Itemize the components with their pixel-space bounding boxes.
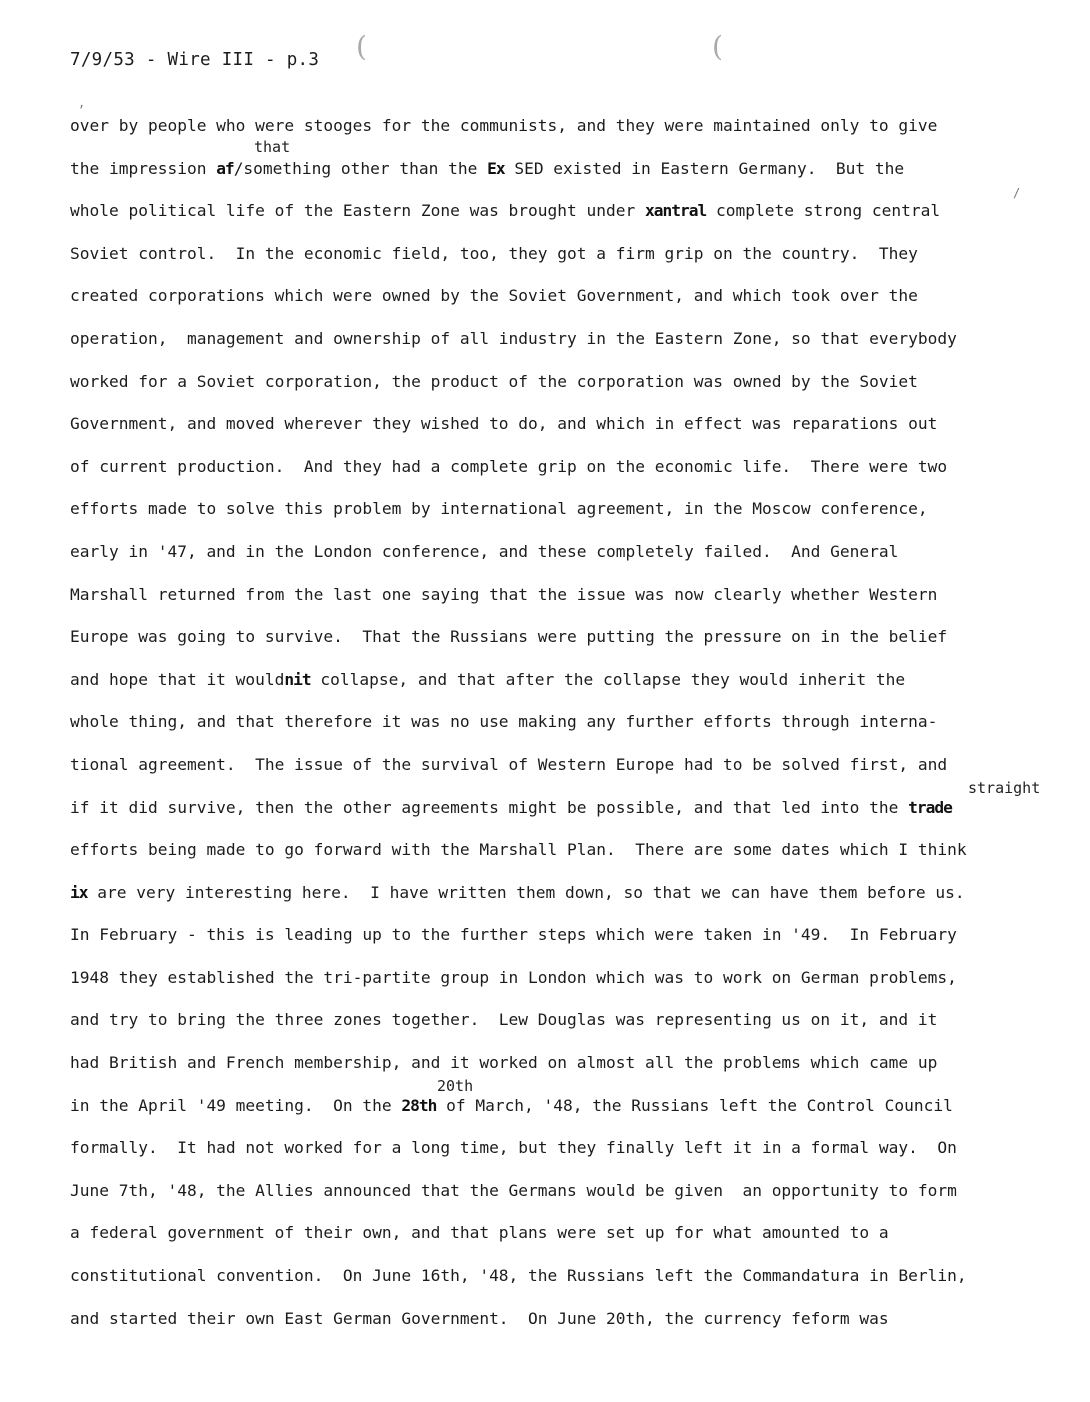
text-line (70, 582, 1060, 625)
struck-out-text: nit (284, 669, 311, 689)
text-line (70, 1220, 1060, 1263)
text-line (70, 198, 1060, 241)
text-segment: efforts being made to go forward with the Marshall Plan. There are some dates which I think (70, 840, 967, 860)
stray-mark: / (1013, 186, 1021, 200)
struck-out-text: trade (908, 797, 952, 817)
struck-out-text: 28th (401, 1095, 437, 1115)
text-segment: and hope that it would (70, 669, 285, 689)
text-segment: June 7th, '48, the Allies announced that the Germans would be given an opportunity to form (70, 1180, 957, 1200)
text-line (70, 709, 1060, 752)
text-line (70, 454, 1060, 497)
text-line (70, 752, 1060, 795)
punch-mark-right: ( (712, 30, 723, 63)
text-line (70, 795, 1060, 838)
text-segment: in the April '49 meeting. On the (70, 1095, 402, 1115)
text-segment: are very interesting here. I have written them down, so that we can have them before us. (87, 882, 965, 902)
text-line (70, 1263, 1060, 1306)
text-line (70, 624, 1060, 667)
text-line (70, 1178, 1060, 1221)
text-segment: efforts made to solve this problem by international agreement, in the Moscow conference, (70, 499, 928, 519)
text-line (70, 539, 1060, 582)
text-line (70, 241, 1060, 284)
text-segment: whole political life of the Eastern Zone was brought under (70, 201, 645, 221)
text-segment: Marshall returned from the last one saying that the issue was now clearly whether Western (70, 584, 938, 604)
text-segment: of current production. And they had a complete grip on the economic life. There were two (70, 456, 948, 476)
text-line (70, 156, 1060, 199)
text-line (70, 1007, 1060, 1050)
struck-out-text: af (216, 158, 234, 178)
text-segment: worked for a Soviet corporation, the product of the corporation was owned by the Soviet (70, 371, 918, 391)
text-line (70, 113, 1060, 156)
text-line (70, 283, 1060, 326)
text-segment: 1948 they established the tri-partite group in London which was to work on German problems, (70, 967, 957, 987)
interlineation-20th: 20th (437, 1077, 474, 1095)
text-segment: the impression (70, 158, 217, 178)
text-segment: In February - this is leading up to the further steps which were taken in '49. In February (70, 925, 957, 945)
text-line (70, 1093, 1060, 1136)
text-line (70, 411, 1060, 454)
text-line (70, 369, 1060, 412)
text-line (70, 965, 1060, 1008)
text-segment: Soviet control. In the economic field, too, they got a firm grip on the country. They (70, 243, 918, 263)
text-segment: Government, and moved wherever they wished to do, and which in effect was reparations out (70, 414, 938, 434)
text-segment: formally. It had not worked for a long time, but they finally left it in a formal way. On (70, 1138, 957, 1158)
struck-out-text: Ex (487, 158, 505, 178)
stray-mark: , (78, 96, 86, 110)
struck-out-text: xantral (645, 201, 707, 221)
text-segment: SED existed in Eastern Germany. But the (504, 158, 905, 178)
text-segment: operation, management and ownership of all industry in the Eastern Zone, so that everybody (70, 328, 957, 348)
text-segment: of March, '48, the Russians left the Control Council (436, 1095, 953, 1115)
text-line (70, 922, 1060, 965)
text-segment: and try to bring the three zones together. Lew Douglas was representing us on it, and it (70, 1010, 938, 1030)
text-segment: if it did survive, then the other agreements might be possible, and that led into the (70, 797, 909, 817)
text-segment: and started their own East German Government. On June 20th, the currency feform was (70, 1308, 889, 1328)
text-segment: /something other than the (233, 158, 488, 178)
text-segment: created corporations which were owned by the Soviet Government, and which took over the (70, 286, 918, 306)
text-line (70, 496, 1060, 539)
text-segment: early in '47, and in the London conference, and these completely failed. And General (70, 541, 899, 561)
text-line (70, 326, 1060, 369)
interlineation-straight: straight (968, 779, 1041, 797)
text-segment: collapse, and that after the collapse they would inherit the (310, 669, 906, 689)
body-text (70, 113, 1060, 1348)
page-header: 7/9/53 - Wire III - p.3 (70, 50, 320, 70)
punch-mark-left: ( (356, 30, 367, 63)
text-segment: complete strong central (706, 201, 941, 221)
text-segment: constitutional convention. On June 16th, '48, the Russians left the Commandatura in Berlin, (70, 1266, 967, 1286)
interlineation-that: that (254, 138, 291, 156)
text-segment: a federal government of their own, and that plans were set up for what amounted to a (70, 1223, 889, 1243)
text-segment: had British and French membership, and it worked on almost all the problems which came up (70, 1053, 938, 1073)
text-line (70, 667, 1060, 710)
text-segment: whole thing, and that therefore it was no use making any further efforts through interna- (70, 712, 938, 732)
text-segment: over by people who were stooges for the communists, and they were maintained only to give (70, 116, 938, 135)
text-line (70, 1306, 1060, 1349)
text-line (70, 1135, 1060, 1178)
struck-out-text: ix (70, 882, 88, 902)
text-segment: tional agreement. The issue of the survival of Western Europe had to be solved first, and (70, 754, 948, 774)
text-line (70, 837, 1060, 880)
text-line (70, 1050, 1060, 1093)
text-segment: Europe was going to survive. That the Russians were putting the pressure on in the belief (70, 627, 948, 647)
text-line (70, 880, 1060, 923)
